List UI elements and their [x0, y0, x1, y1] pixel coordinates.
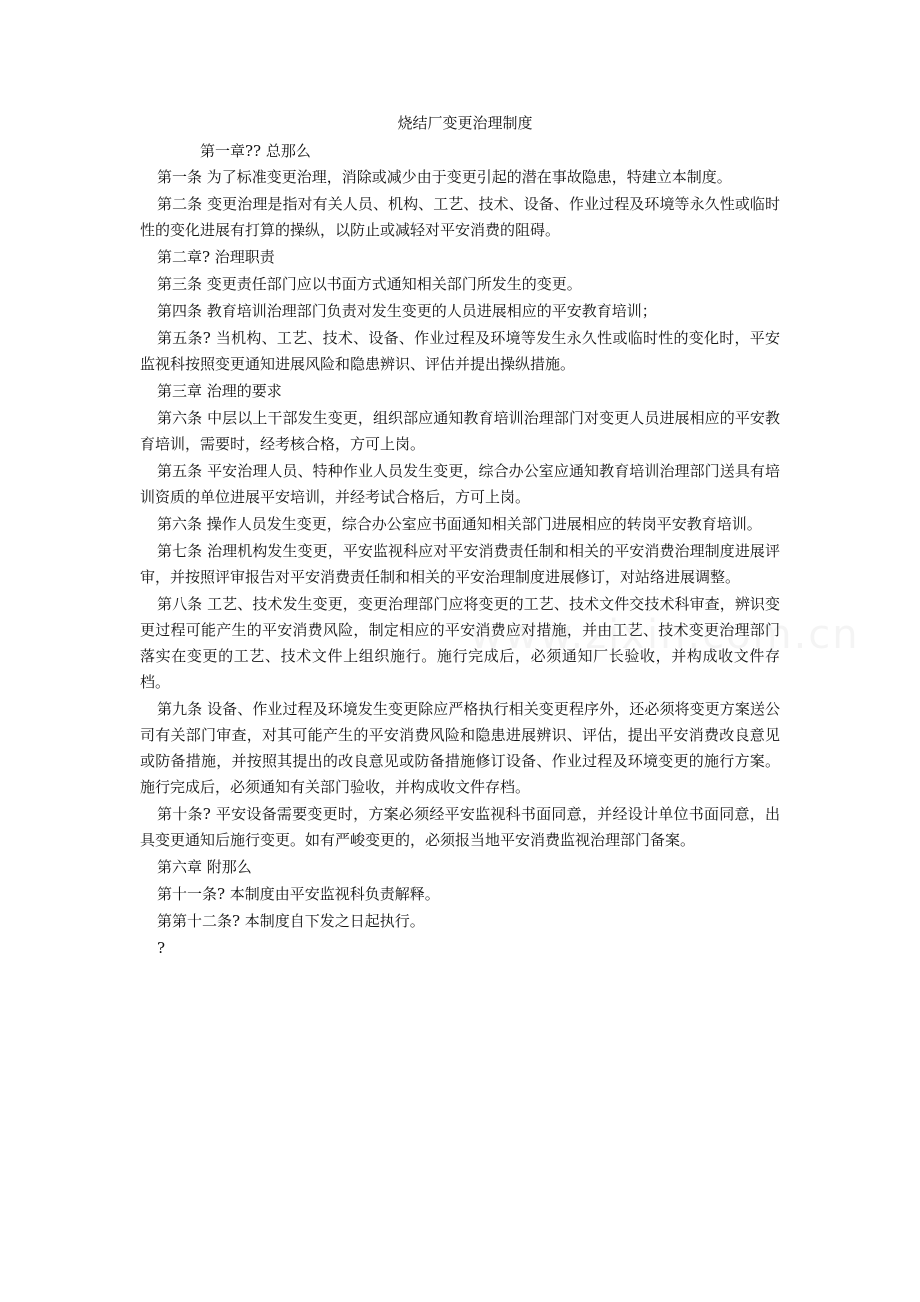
chapter-heading-2: 第二章? 治理职责 — [157, 248, 275, 266]
document-body — [140, 110, 780, 961]
chapter-heading-3: 第三章 治理的要求 — [157, 382, 282, 400]
article-3: 第三条 变更责任部门应以书面方式通知相关部门所发生的变更。 — [157, 275, 582, 293]
article-4: 第四条 教育培训治理部门负责对发生变更的人员进展相应的平安教育培训； — [157, 302, 657, 320]
article-11: 第十一条? 本制度由平安监视科负责解释。 — [157, 885, 440, 903]
chapter-heading-6: 第六章 附那么 — [157, 858, 252, 876]
article-9: 第九条 设备、作业过程及环境发生变更除应严格执行相关变更程序外，还必须将变更方案送公司有关部门审查，对其可能产生的平安消费风险和隐患进展辨识、评估，提出平安消费改良意见或防备措施，并按照其提出的改良意见或防备措施修订设备、作业过程及环境变更的施行方案。施行完成后，必须通知有关部门验收，并构成收文件存档。 — [140, 700, 780, 796]
document-title: 烧结厂变更治理制度 — [397, 114, 533, 132]
trailing-mark: ? — [157, 939, 166, 957]
article-1: 第一条 为了标准变更治理，消除或减少由于变更引起的潜在事故隐患，特建立本制度。 — [157, 168, 732, 186]
article-6: 第六条 中层以上干部发生变更，组织部应通知教育培训治理部门对变更人员进展相应的平安教育培训，需要时，经考核合格，方可上岗。 — [140, 409, 780, 453]
article-8: 第八条 工艺、技术发生变更，变更治理部门应将变更的工艺、技术文件交技术科审查，辨识变更过程可能产生的平安消费风险，制定相应的平安消费应对措施，并由工艺、技术变更治理部门落实在变更的工艺、技术文件上组织施行。施行完成后，必须通知厂长验收，并构成收文件存档。 — [140, 595, 780, 691]
article-6b: 第六条 操作人员发生变更，综合办公室应书面通知相关部门进展相应的转岗平安教育培训。 — [157, 515, 762, 533]
chapter-heading-1: 第一章?? 总那么 — [200, 142, 311, 160]
article-2: 第二条 变更治理是指对有关人员、机构、工艺、技术、设备、作业过程及环境等永久性或临时性的变化进展有打算的操纵，以防止或减轻对平安消费的阻碍。 — [140, 195, 780, 239]
article-12: 第第十二条? 本制度自下发之日起执行。 — [157, 912, 425, 930]
article-5b: 第五条 平安治理人员、特种作业人员发生变更，综合办公室应通知教育培训治理部门送具有培训资质的单位进展平安培训，并经考试合格后，方可上岗。 — [140, 462, 780, 506]
article-5: 第五条? 当机构、工艺、技术、设备、作业过程及环境等发生永久性或临时性的变化时，平安监视科按照变更通知进展风险和隐患辨识、评估并提出操纵措施。 — [140, 329, 780, 373]
article-10: 第十条? 平安设备需要变更时，方案必须经平安监视科书面同意，并经设计单位书面同意，出具变更通知后施行变更。如有严峻变更的，必须报当地平安消费监视治理部门备案。 — [140, 805, 780, 849]
article-7: 第七条 治理机构发生变更，平安监视科应对平安消费责任制和相关的平安消费治理制度进展评审，并按照评审报告对平安消费责任制和相关的平安治理制度进展修订，对站络进展调整。 — [140, 542, 780, 586]
